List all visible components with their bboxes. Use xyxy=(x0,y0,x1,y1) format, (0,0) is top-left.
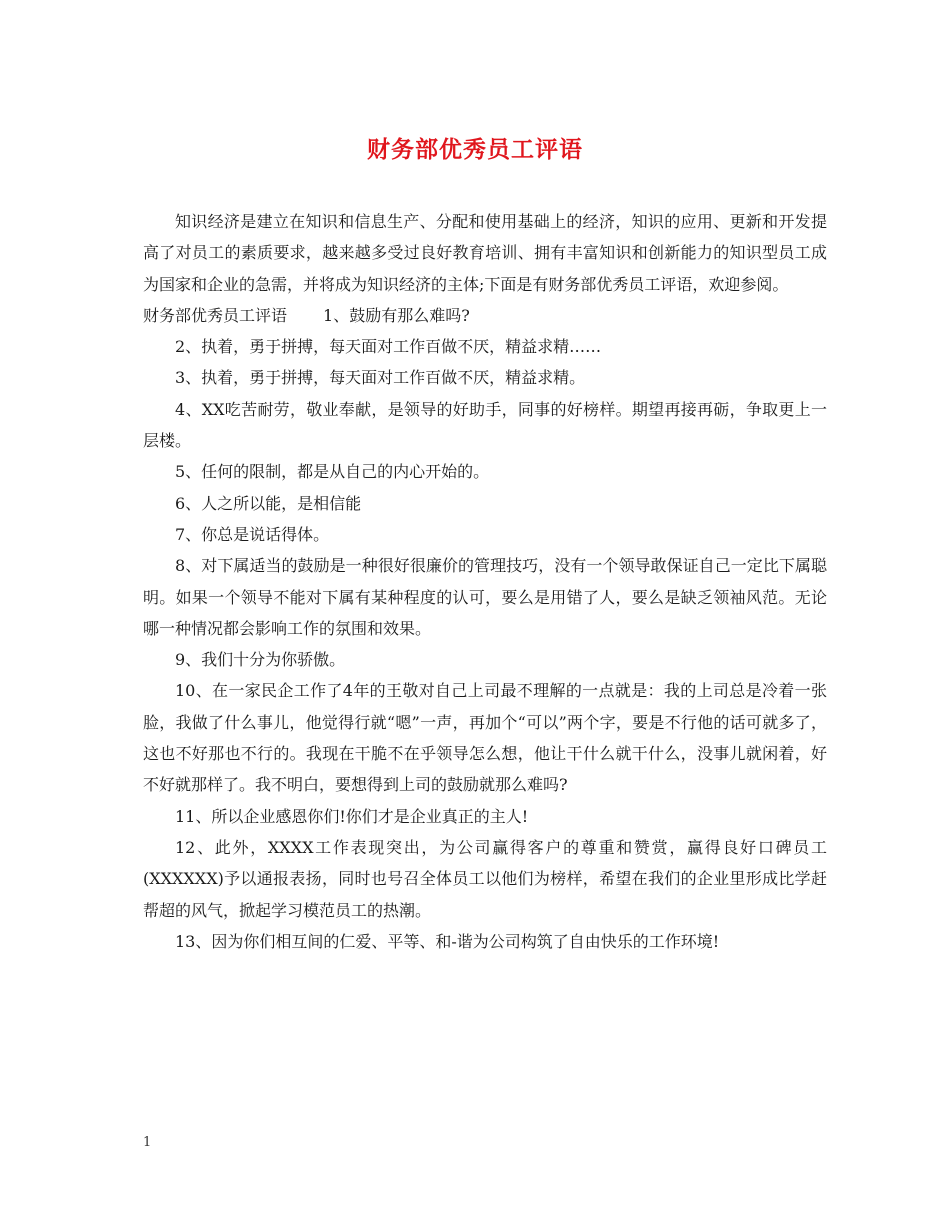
list-item: 8、对下属适当的鼓励是一种很好很廉价的管理技巧，没有一个领导敢保证自己一定比下属聪明。如果一个领导不能对下属有某种程度的认可，要么是用错了人，要么是缺乏领袖风范。无论哪一种情况都会影响工作的氛围和效果。 xyxy=(143,556,827,638)
list-item: 13、因为你们相互间的仁爱、平等、和-谐为公司构筑了自由快乐的工作环境! xyxy=(175,931,720,951)
list-item: 7、你总是说话得体。 xyxy=(175,524,330,544)
subheading: 财务部优秀员工评语 xyxy=(143,305,288,325)
list-item: 11、所以企业感恩你们!你们才是企业真正的主人! xyxy=(175,806,529,826)
list-item: 9、我们十分为你骄傲。 xyxy=(175,650,346,670)
list-item: 4、XX吃苦耐劳，敬业奉献，是领导的好助手，同事的好榜样。期望再接再砺，争取更上一层楼。 xyxy=(143,399,827,451)
list-item: 3、执着，勇于拼搏，每天面对工作百做不厌，精益求精。 xyxy=(175,368,586,388)
list-item: 5、任何的限制，都是从自己的内心开始的。 xyxy=(175,462,490,482)
list-item: 12、此外，XXXX工作表现突出，为公司赢得客户的尊重和赞赏，赢得良好口碑员工(XXXXXX)予以通报表扬，同时也号召全体员工以他们为榜样，希望在我们的企业里形成比学赶帮超的风气，掀起学习模范员工的热潮。 xyxy=(143,837,827,920)
list-item: 6、人之所以能，是相信能 xyxy=(175,493,362,513)
first-item: 1、鼓励有那么难吗? xyxy=(323,305,470,325)
list-item: 2、执着，勇于拼搏，每天面对工作百做不厌，精益求精…… xyxy=(175,337,602,357)
page-number: 1 xyxy=(143,1135,152,1150)
intro-paragraph: 知识经济是建立在知识和信息生产、分配和使用基础上的经济，知识的应用、更新和开发提高了对员工的素质要求，越来越多受过良好教育培训、拥有丰富知识和创新能力的知识型员工成为国家和企业的急需，并将成为知识经济的主体;下面是有财务部优秀员工评语，欢迎参阅。 xyxy=(143,212,827,294)
document-title: 财务部优秀员工评语 xyxy=(367,136,583,163)
document-body xyxy=(143,206,827,957)
subheading-line xyxy=(143,300,827,331)
list-item: 10、在一家民企工作了4年的王敬对自己上司最不理解的一点就是：我的上司总是冷着一张脸，我做了什么事儿，他觉得行就“嗯”一声，再加个“可以”两个字，要是不行他的话可就多了，这也不好那也不行的。我现在干脆不在乎领导怎么想，他让干什么就干什么，没事儿就闲着，好不好就那样了。我不明白，要想得到上司的鼓励就那么难吗? xyxy=(143,681,827,795)
